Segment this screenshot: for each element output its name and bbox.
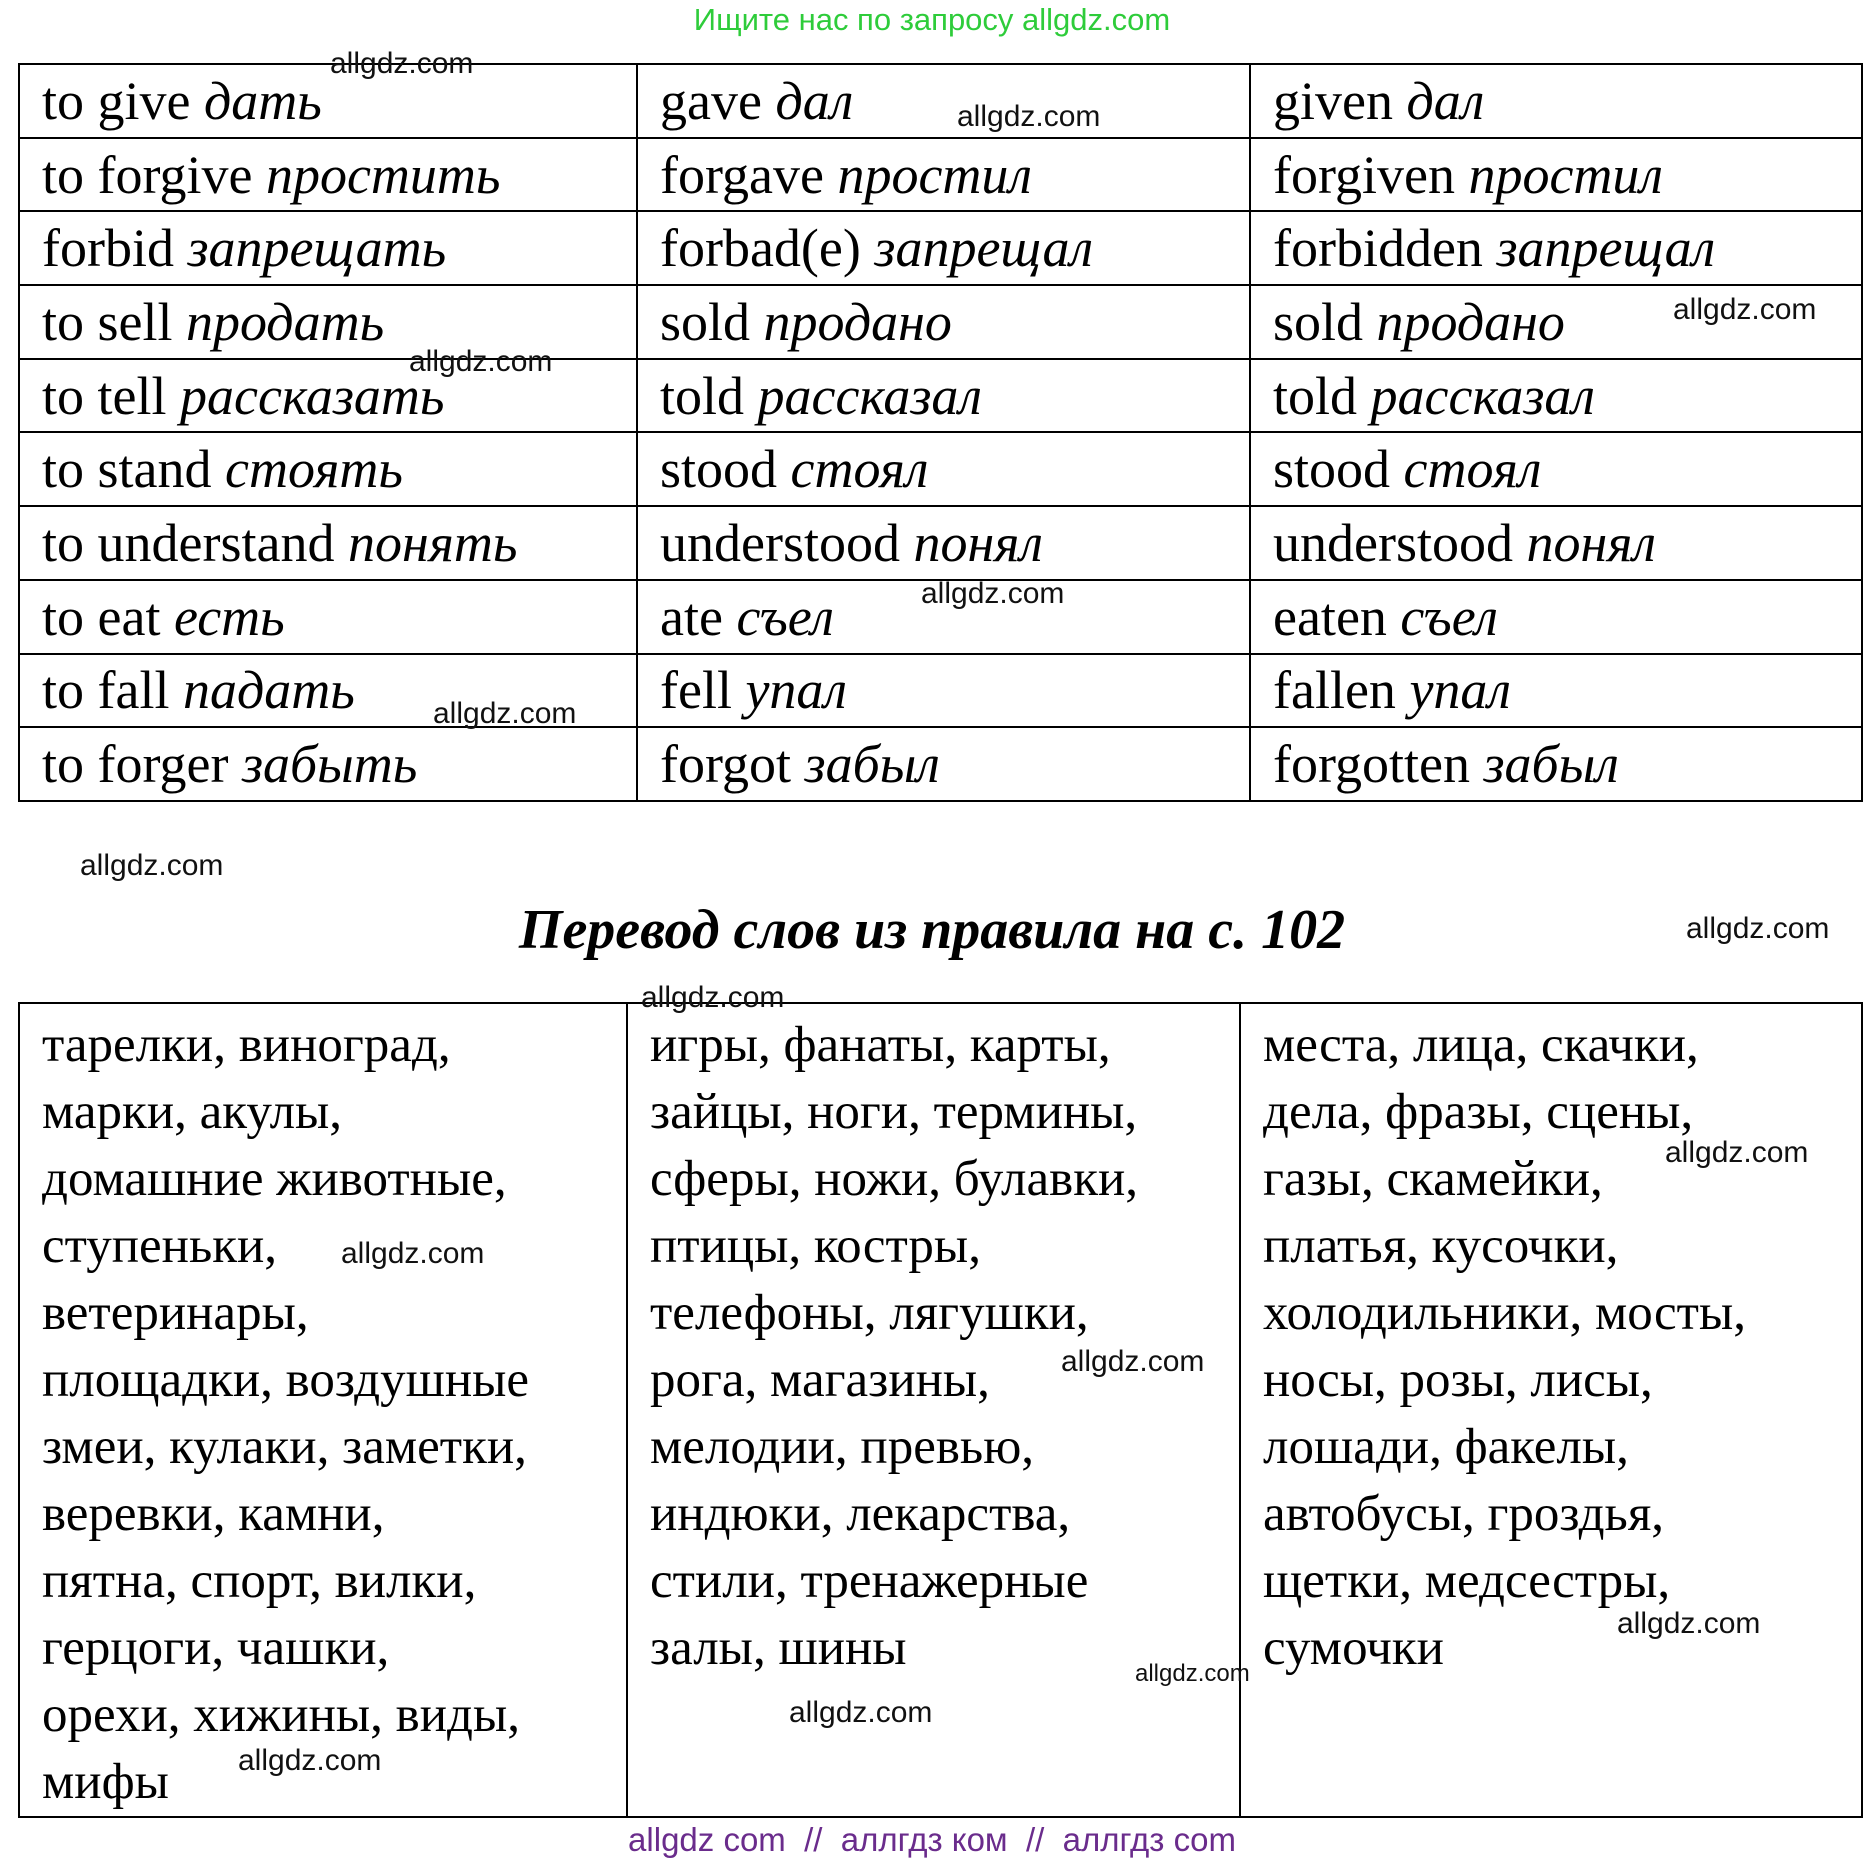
verb-ru: рассказал xyxy=(757,365,982,426)
word-line: мифы xyxy=(42,1754,169,1810)
verb-ru: есть xyxy=(173,586,285,647)
verb-ru: рассказал xyxy=(1370,365,1595,426)
table-cell xyxy=(19,64,637,138)
verb-ru: запрещать xyxy=(187,218,447,279)
verb-en: eaten xyxy=(1273,586,1387,647)
word-line: сумочки xyxy=(1263,1620,1444,1676)
word-line: стили, тренажерные xyxy=(650,1553,1089,1609)
verb-ru: дать xyxy=(203,70,322,131)
verb-ru: забыть xyxy=(241,734,418,795)
verb-en: understood xyxy=(1273,512,1513,573)
verb-ru: понял xyxy=(1526,512,1656,573)
verb-ru: понял xyxy=(913,512,1043,573)
word-line: орехи, хижины, виды, xyxy=(42,1687,520,1743)
verb-ru: простил xyxy=(837,144,1032,205)
verb-ru: стоял xyxy=(790,439,929,500)
watermark: allgdz.com xyxy=(789,1696,933,1729)
table-cell xyxy=(19,211,637,285)
verb-en: to give xyxy=(42,70,191,131)
verb-en: to tell xyxy=(42,365,167,426)
watermark: allgdz.com xyxy=(957,100,1101,133)
word-line: марки, акулы, xyxy=(42,1084,343,1140)
table-row xyxy=(19,727,1862,801)
verb-en: forbid xyxy=(42,218,174,279)
verb-en: stood xyxy=(660,439,778,500)
word-line: змеи, кулаки, заметки, xyxy=(42,1419,527,1475)
verb-ru: простить xyxy=(265,144,501,205)
verb-ru: продано xyxy=(763,291,952,352)
table-cell xyxy=(637,285,1250,359)
word-line: залы, шины xyxy=(650,1620,907,1676)
table-row xyxy=(19,285,1862,359)
word-line: платья, кусочки, xyxy=(1263,1218,1619,1274)
watermark: allgdz.com xyxy=(641,981,785,1014)
verb-en: to sell xyxy=(42,291,173,352)
watermark: allgdz.com xyxy=(921,577,1065,610)
verb-en: to understand xyxy=(42,512,335,573)
verb-en: ate xyxy=(660,586,723,647)
word-line: герцоги, чашки, xyxy=(42,1620,390,1676)
watermark: allgdz.com xyxy=(433,697,577,730)
verb-en: to stand xyxy=(42,439,212,500)
word-line: сферы, ножи, булавки, xyxy=(650,1151,1139,1207)
table-cell xyxy=(637,506,1250,580)
table-cell xyxy=(1250,432,1862,506)
verb-en: gave xyxy=(660,70,762,131)
word-line: площадки, воздушные xyxy=(42,1352,530,1408)
word-column-2 xyxy=(627,1003,1240,1817)
verb-en: told xyxy=(1273,365,1358,426)
verb-ru: упал xyxy=(745,660,847,721)
verb-ru: забыл xyxy=(1483,734,1619,795)
word-translation-table xyxy=(18,1002,1863,1818)
word-line: телефоны, лягушки, xyxy=(650,1285,1089,1341)
word-line: места, лица, скачки, xyxy=(1263,1017,1699,1073)
watermark: allgdz.com xyxy=(341,1237,485,1270)
table-row xyxy=(19,1003,1862,1817)
verb-ru: упал xyxy=(1409,660,1511,721)
verb-ru: простил xyxy=(1468,144,1663,205)
verb-en: forgiven xyxy=(1273,144,1455,205)
verb-ru: стоять xyxy=(225,439,403,500)
watermark: allgdz.com xyxy=(1686,912,1830,945)
verb-ru: съел xyxy=(1400,586,1498,647)
verb-en: forbad(e) xyxy=(660,218,861,279)
word-line: индюки, лекарства, xyxy=(650,1486,1071,1542)
verb-ru: понять xyxy=(347,512,518,573)
table-row xyxy=(19,138,1862,212)
verb-en: sold xyxy=(1273,291,1364,352)
word-line: веревки, камни, xyxy=(42,1486,385,1542)
watermark: allgdz.com xyxy=(80,849,224,882)
word-line: зайцы, ноги, термины, xyxy=(650,1084,1138,1140)
table-cell xyxy=(637,64,1250,138)
word-line: холодильники, мосты, xyxy=(1263,1285,1746,1341)
word-line: ветеринары, xyxy=(42,1285,309,1341)
table-row xyxy=(19,432,1862,506)
watermark: allgdz.com xyxy=(409,345,553,378)
verb-en: fell xyxy=(660,660,732,721)
table-cell xyxy=(1250,64,1862,138)
verb-en: to forgive xyxy=(42,144,253,205)
word-column-1 xyxy=(19,1003,627,1817)
verb-ru: забыл xyxy=(804,734,940,795)
word-line: щетки, медсестры, xyxy=(1263,1553,1671,1609)
watermark: allgdz.com xyxy=(238,1744,382,1777)
verb-en: told xyxy=(660,365,745,426)
table-cell xyxy=(19,580,637,654)
table-cell xyxy=(637,432,1250,506)
table-cell xyxy=(1250,654,1862,728)
verb-ru: запрещал xyxy=(874,218,1094,279)
table-cell xyxy=(637,654,1250,728)
table-cell xyxy=(1250,580,1862,654)
word-line: лошади, факелы, xyxy=(1263,1419,1629,1475)
verb-ru: дал xyxy=(1406,70,1485,131)
word-line: ступеньки, xyxy=(42,1218,278,1274)
table-cell xyxy=(637,138,1250,212)
verb-en: stood xyxy=(1273,439,1391,500)
table-cell xyxy=(637,359,1250,433)
verb-en: fallen xyxy=(1273,660,1396,721)
table-cell xyxy=(19,727,637,801)
word-line: домашние животные, xyxy=(42,1151,507,1207)
watermark: allgdz.com xyxy=(330,47,474,80)
verb-en: given xyxy=(1273,70,1393,131)
table-row xyxy=(19,64,1862,138)
table-cell xyxy=(1250,359,1862,433)
section-title: Перевод слов из правила на с. 102 xyxy=(518,899,1346,961)
top-banner: Ищите нас по запросу allgdz.com xyxy=(693,2,1171,37)
table-row xyxy=(19,506,1862,580)
watermark: allgdz.com xyxy=(1617,1607,1761,1640)
bottom-banner: allgdz com // аллгдз ком // аллгдз com xyxy=(628,1821,1236,1858)
verb-ru: продать xyxy=(186,291,385,352)
word-line: птицы, костры, xyxy=(650,1218,981,1274)
table-cell xyxy=(637,211,1250,285)
verb-en: to eat xyxy=(42,586,161,647)
verb-en: sold xyxy=(660,291,751,352)
word-line: газы, скамейки, xyxy=(1263,1151,1603,1207)
watermark: allgdz.com xyxy=(1673,293,1817,326)
verb-en: forgot xyxy=(660,734,791,795)
verb-en: to forger xyxy=(42,734,229,795)
verb-ru: стоял xyxy=(1403,439,1542,500)
verb-en: forbidden xyxy=(1273,218,1483,279)
word-line: автобусы, гроздья, xyxy=(1263,1486,1665,1542)
verb-ru: запрещал xyxy=(1496,218,1716,279)
word-line: носы, розы, лисы, xyxy=(1263,1352,1653,1408)
table-row xyxy=(19,211,1862,285)
word-line: мелодии, превью, xyxy=(650,1419,1035,1475)
table-cell xyxy=(1250,506,1862,580)
watermark: allgdz.com xyxy=(1061,1345,1205,1378)
table-cell xyxy=(1250,727,1862,801)
word-line: рога, магазины, xyxy=(650,1352,990,1408)
table-row xyxy=(19,654,1862,728)
verb-en: forgave xyxy=(660,144,824,205)
word-column-3 xyxy=(1240,1003,1862,1817)
table-cell xyxy=(19,432,637,506)
verb-ru: дал xyxy=(775,70,854,131)
table-cell xyxy=(637,727,1250,801)
table-cell xyxy=(1250,138,1862,212)
table-row xyxy=(19,359,1862,433)
watermark: allgdz.com xyxy=(1135,1660,1250,1687)
table-cell xyxy=(1250,211,1862,285)
word-line: дела, фразы, сцены, xyxy=(1263,1084,1694,1140)
verb-ru: продано xyxy=(1376,291,1565,352)
verb-en: forgotten xyxy=(1273,734,1470,795)
verb-en: understood xyxy=(660,512,900,573)
verb-ru: рассказать xyxy=(179,365,445,426)
word-line: пятна, спорт, вилки, xyxy=(42,1553,477,1609)
irregular-verbs-table xyxy=(18,63,1863,802)
word-line: тарелки, виноград, xyxy=(42,1017,451,1073)
verb-ru: падать xyxy=(182,660,355,721)
table-cell xyxy=(19,138,637,212)
word-line: игры, фанаты, карты, xyxy=(650,1017,1111,1073)
table-cell xyxy=(19,506,637,580)
verb-ru: съел xyxy=(736,586,834,647)
verb-en: to fall xyxy=(42,660,170,721)
watermark: allgdz.com xyxy=(1665,1136,1809,1169)
